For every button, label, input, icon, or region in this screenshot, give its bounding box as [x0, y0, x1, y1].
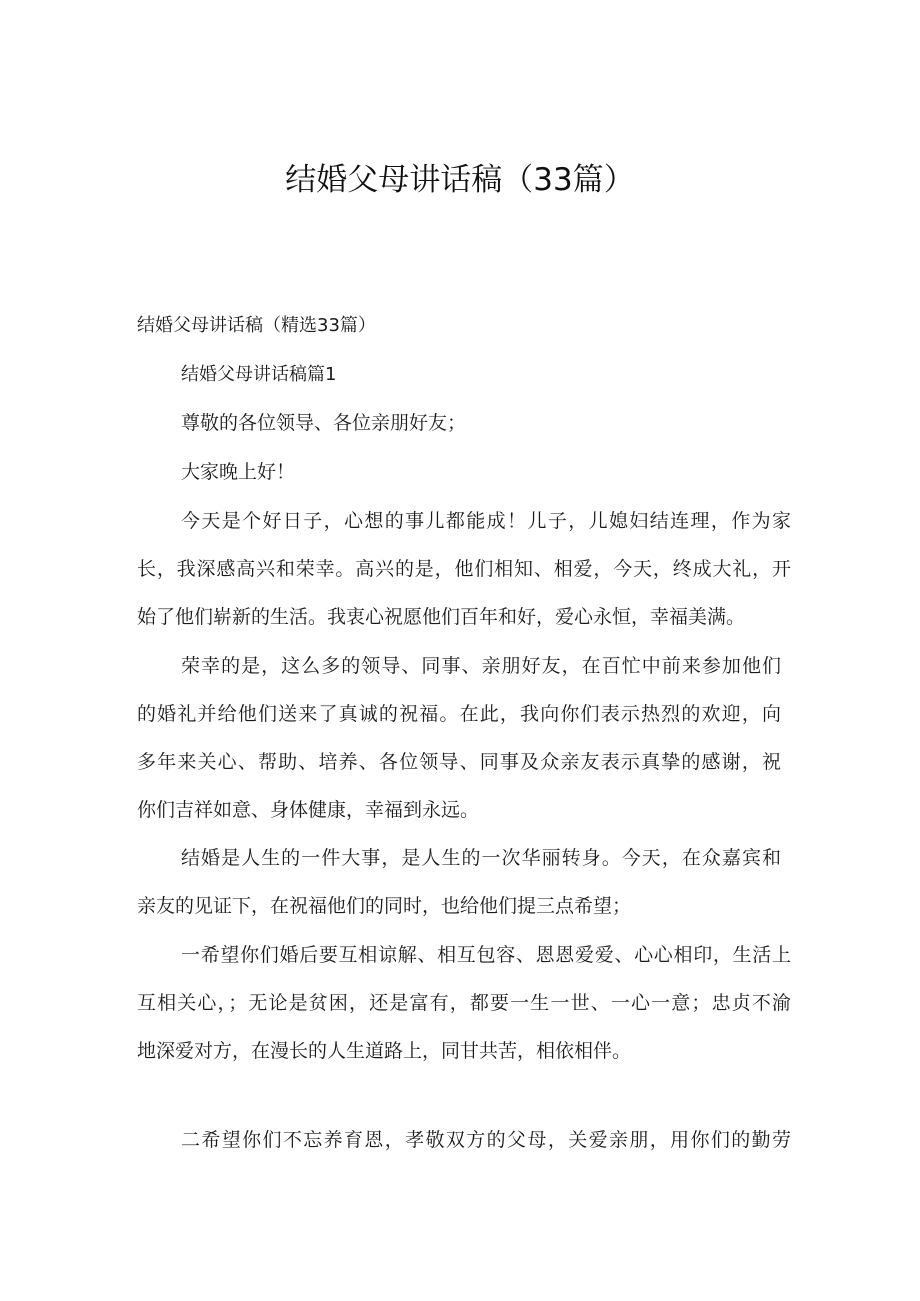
paragraph-line: 多年来关心、帮助、培养、各位领导、同事及众亲友表示真挚的感谢，祝	[137, 751, 781, 773]
paragraph-line: 长，我深感高兴和荣幸。高兴的是，他们相知、相爱，今天，终成大礼，开	[137, 558, 791, 580]
document-title: 结婚父母讲话稿（33篇）	[285, 162, 635, 198]
paragraph-line: 你们吉祥如意、身体健康，幸福到永远。	[137, 799, 480, 821]
paragraph-line: 始了他们崭新的生活。我衷心祝愿他们百年和好，爱心永恒，幸福美满。	[137, 606, 746, 628]
paragraph-line: 二希望你们不忘养育恩，孝敬双方的父母，关爱亲朋，用你们的勤劳	[181, 1129, 791, 1151]
salutation-line: 尊敬的各位领导、各位亲朋好友；	[181, 412, 467, 434]
paragraph-line: 荣幸的是，这么多的领导、同事、亲朋好友，在百忙中前来参加他们	[181, 655, 781, 677]
document-subtitle: 结婚父母讲话稿（精选33篇）	[137, 315, 376, 336]
paragraph-line: 的婚礼并给他们送来了真诚的祝福。在此，我向你们表示热烈的欢迎，向	[137, 703, 781, 725]
paragraph-line: 一希望你们婚后要互相谅解、相互包容、恩恩爱爱、心心相印，生活上	[181, 944, 791, 966]
section-heading: 结婚父母讲话稿篇1	[181, 364, 337, 385]
paragraph-line: 地深爱对方，在漫长的人生道路上，同甘共苦，相依相伴。	[137, 1040, 632, 1062]
greeting-line: 大家晚上好！	[181, 461, 296, 483]
paragraph-line: 结婚是人生的一件大事，是人生的一次华丽转身。今天，在众嘉宾和	[181, 847, 781, 869]
paragraph-line: 互相关心，；无论是贫困，还是富有，都要一生一世、一心一意；忠贞不渝	[137, 992, 791, 1014]
paragraph-line: 亲友的见证下，在祝福他们的同时，也给他们提三点希望；	[137, 895, 632, 917]
paragraph-line: 今天是个好日子，心想的事儿都能成！儿子，儿媳妇结连理，作为家	[181, 510, 791, 532]
